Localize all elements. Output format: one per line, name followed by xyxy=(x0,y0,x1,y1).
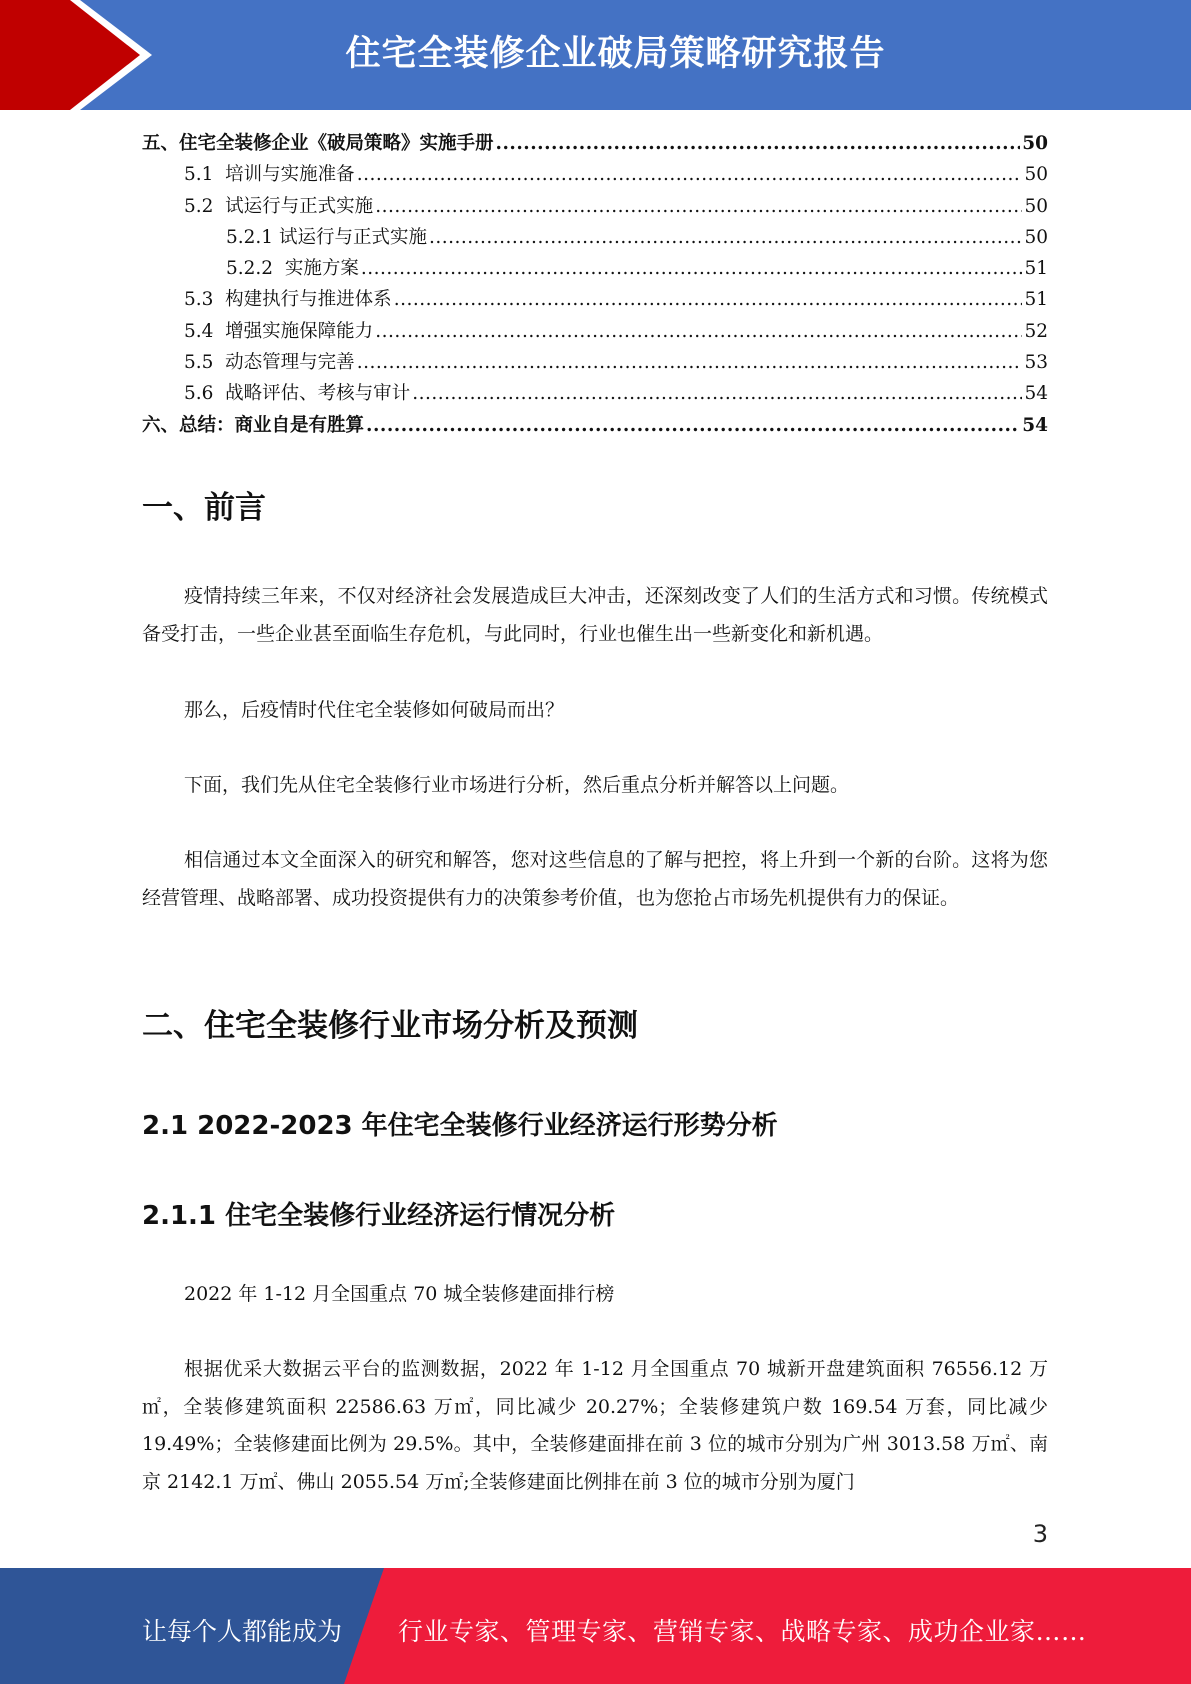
report-title: 住宅全装修企业破局策略研究报告 xyxy=(345,34,886,74)
paragraph: 疫情持续三年来，不仅对经济社会发展造成巨大冲击，还深刻改变了人们的生活方式和习惯。传统模式备受打击，一些企业甚至面临生存危机，与此同时，行业也催生出一些新变化和新机遇。 xyxy=(142,585,1048,645)
toc-entry-title: 5.4 增强实施保障能力 xyxy=(184,320,374,342)
page-number: 3 xyxy=(1032,1520,1048,1548)
toc-leader-dots xyxy=(357,347,1023,378)
paragraph: 相信通过本文全面深入的研究和解答，您对这些信息的了解与把控，将上升到一个新的台阶。这将为您经营管理、战略部署、成功投资提供有力的决策参考价值，也为您抢占市场先机提供有力的保证。 xyxy=(142,849,1048,909)
toc-entry-title: 5.2.1 试运行与正式实施 xyxy=(226,226,427,248)
toc-entry-page: 53 xyxy=(1024,352,1048,374)
toc-leader-dots xyxy=(357,159,1023,190)
toc-entry[interactable] xyxy=(142,316,1048,347)
toc-entry[interactable] xyxy=(142,253,1048,284)
toc-entry[interactable] xyxy=(142,284,1048,315)
footer-slogan-right: 行业专家、管理专家、营销专家、战略专家、成功企业家…… xyxy=(398,1617,1087,1646)
toc-entry[interactable] xyxy=(142,222,1048,253)
toc-entry-page: 52 xyxy=(1024,320,1048,342)
toc-entry[interactable] xyxy=(142,410,1048,441)
toc-entry-title: 5.2 试运行与正式实施 xyxy=(184,195,374,217)
toc-entry-title: 5.1 培训与实施准备 xyxy=(184,164,355,186)
section-heading-preface: 一、前言 xyxy=(142,490,266,526)
toc-leader-dots xyxy=(412,378,1022,409)
toc-entry[interactable] xyxy=(142,128,1048,159)
toc-entry-page: 54 xyxy=(1024,383,1048,405)
toc-entry-title: 5.2.2 实施方案 xyxy=(226,258,359,280)
toc-leader-dots xyxy=(394,284,1023,315)
toc-entry-page: 50 xyxy=(1024,195,1048,217)
toc-entry[interactable] xyxy=(142,191,1048,222)
toc-entry-title: 5.5 动态管理与完善 xyxy=(184,352,355,374)
toc-entry-title: 五、住宅全装修企业《破局策略》实施手册 xyxy=(142,133,494,154)
toc-entry-page: 54 xyxy=(1022,414,1048,436)
toc-leader-dots xyxy=(496,128,1021,159)
page-footer xyxy=(0,1568,1191,1684)
subsection-heading: 2.1.1 住宅全装修行业经济运行情况分析 xyxy=(142,1201,616,1231)
toc-entry-page: 51 xyxy=(1024,289,1048,311)
table-of-contents xyxy=(142,128,1048,441)
toc-entry[interactable] xyxy=(142,378,1048,409)
toc-leader-dots xyxy=(361,253,1023,284)
page-header xyxy=(0,0,1191,110)
paragraph: 那么，后疫情时代住宅全装修如何破局而出？ xyxy=(184,699,565,721)
toc-entry-page: 50 xyxy=(1024,226,1048,248)
toc-leader-dots xyxy=(366,410,1020,441)
toc-entry[interactable] xyxy=(142,347,1048,378)
paragraph: 下面，我们先从住宅全装修行业市场进行分析，然后重点分析并解答以上问题。 xyxy=(184,774,850,796)
subsection-heading: 2.1 2022-2023 年住宅全装修行业经济运行形势分析 xyxy=(142,1111,778,1141)
toc-leader-dots xyxy=(375,191,1022,222)
toc-entry-title: 六、总结：商业自是有胜算 xyxy=(142,414,365,436)
toc-entry-page: 51 xyxy=(1024,258,1048,280)
toc-entry-title: 5.3 构建执行与推进体系 xyxy=(184,289,392,311)
paragraph: 2022 年 1-12 月全国重点 70 城全装修建面排行榜 xyxy=(184,1283,615,1305)
toc-entry[interactable] xyxy=(142,159,1048,190)
toc-leader-dots xyxy=(429,222,1022,253)
toc-entry-title: 5.6 战略评估、考核与审计 xyxy=(184,383,411,405)
toc-entry-page: 50 xyxy=(1022,133,1048,154)
toc-entry-page: 50 xyxy=(1024,164,1048,186)
section-heading-market-analysis: 二、住宅全装修行业市场分析及预测 xyxy=(142,1008,638,1044)
footer-slogan-left: 让每个人都能成为 xyxy=(142,1617,343,1646)
paragraph: 根据优采大数据云平台的监测数据，2022 年 1-12 月全国重点 70 城新开盘建筑面积 76556.12 万㎡，全装修建筑面积 22586.63 万㎡，同比减少 20.27%；全装修建筑户数 169.54 万套，同比减少 19.49%；全装修建面比例为 29.5%。其中，全装修建面排在前 3 位的城市分别为广州 3013.58 万㎡、南京 2142.1 万㎡、佛山 2055.54 万㎡;全装修建面比例排在前 3 位的城市分别为厦门 xyxy=(142,1358,1048,1493)
toc-leader-dots xyxy=(375,316,1022,347)
